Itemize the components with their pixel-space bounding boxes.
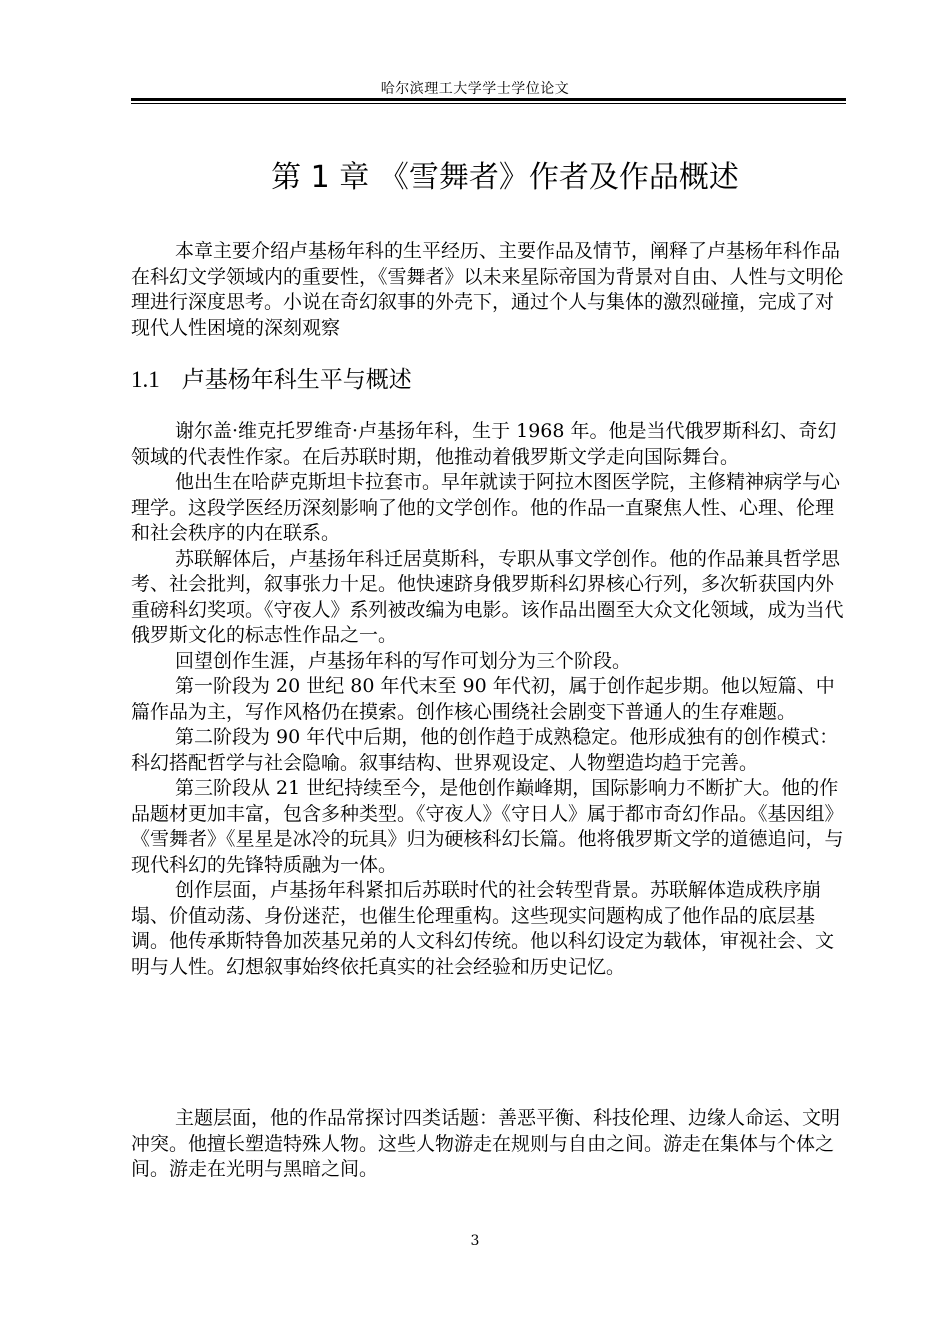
- body-paragraph: 第一阶段为 20 世纪 80 年代末至 90 年代初，属于创作起步期。他以短篇、中篇作品为主，写作风格仍在摸索。创作核心围绕社会剧变下普通人的生存难题。: [131, 675, 835, 723]
- section-title-text: 卢基杨年科生平与概述: [181, 367, 412, 393]
- body-paragraph: 回望创作生涯，卢基扬年科的写作可划分为三个阶段。: [175, 649, 632, 672]
- running-header: 哈尔滨理工大学学士学位论文: [380, 81, 570, 97]
- header-rule-thick: [131, 98, 846, 101]
- intro-block: [131, 239, 847, 341]
- chapter-title: 第 1 章 《雪舞者》作者及作品概述: [271, 160, 739, 195]
- intro-paragraph: 本章主要介绍卢基杨年科的生平经历、主要作品及情节，阐释了卢基杨年科作品在科幻文学领域内的重要性，《雪舞者》以未来星际帝国为背景对自由、人性与文明伦理进行深度思考。小说在奇幻叙事的外壳下，通过个人与集体的激烈碰撞，完成了对现代人性困境的深刻观察: [131, 240, 844, 339]
- header-rule-thin: [131, 103, 846, 104]
- body-paragraph: 苏联解体后，卢基扬年科迁居莫斯科，专职从事文学创作。他的作品兼具哲学思考、社会批判，叙事张力十足。他快速跻身俄罗斯科幻界核心行列，多次斩获国内外重磅科幻奖项。《守夜人》系列被改编为电影。该作品出圈至大众文化领域，成为当代俄罗斯文化的标志性作品之一。: [131, 547, 844, 646]
- body-paragraph: 谢尔盖·维克托罗维奇·卢基扬年科，生于 1968 年。他是当代俄罗斯科幻、奇幻领域的代表性作家。在后苏联时期，他推动着俄罗斯文学走向国际舞台。: [131, 420, 837, 468]
- closing-block: [131, 1106, 847, 1183]
- body-paragraph: 第二阶段为 90 年代中后期，他的创作趋于成熟稳定。他形成独有的创作模式：科幻搭配哲学与社会隐喻。叙事结构、世界观设定、人物塑造均趋于完善。: [131, 726, 839, 774]
- body-paragraph: 主题层面，他的作品常探讨四类话题：善恶平衡、科技伦理、边缘人命运、文明冲突。他擅长塑造特殊人物。这些人物游走在规则与自由之间。游走在集体与个体之间。游走在光明与黑暗之间。: [131, 1107, 841, 1180]
- section-heading: [131, 361, 412, 394]
- page-number: 3: [470, 1233, 480, 1249]
- section-body: [131, 419, 847, 980]
- body-paragraph: 第三阶段从 21 世纪持续至今，是他创作巅峰期，国际影响力不断扩大。他的作品题材更加丰富，包含多种类型。《守夜人》《守日人》属于都市奇幻作品。《基因组》《雪舞者》《星星是冰冷的玩具》归为硬核科幻长篇。他将俄罗斯文学的道德追问，与现代科幻的先锋特质融为一体。: [131, 777, 844, 876]
- body-paragraph: 他出生在哈萨克斯坦卡拉套市。早年就读于阿拉木图医学院，主修精神病学与心理学。这段学医经历深刻影响了他的文学创作。他的作品一直聚焦人性、心理、伦理和社会秩序的内在联系。: [131, 471, 841, 544]
- section-number: 1.1: [131, 367, 160, 392]
- body-paragraph: 创作层面，卢基扬年科紧扣后苏联时代的社会转型背景。苏联解体造成秩序崩塌、价值动荡、身份迷茫，也催生伦理重构。这些现实问题构成了他作品的底层基调。他传承斯特鲁加茨基兄弟的人文科幻传统。他以科幻设定为载体，审视社会、文明与人性。幻想叙事始终依托真实的社会经验和历史记忆。: [131, 879, 835, 978]
